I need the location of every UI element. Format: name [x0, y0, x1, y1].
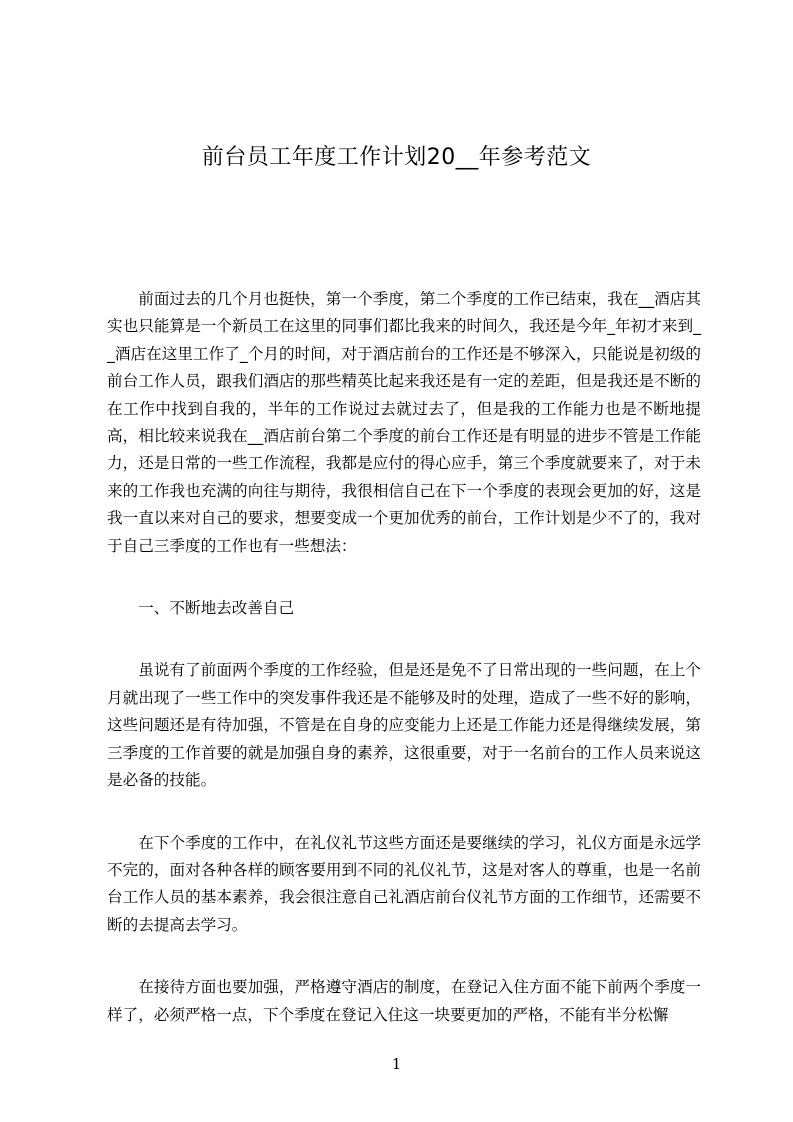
paragraph-intro: 前面过去的几个月也挺快，第一个季度，第二个季度的工作已结束，我在__酒店其实也只能算是一个新员工在这里的同事们都比我来的时间久，我还是今年_年初才来到__酒店在这里工作了_个月的时间，对于酒店前台的工作还是不够深入，只能说是初级的前台工作人员，跟我们酒店的那些精英比起来我还是有一定的差距，但是我还是不断的在工作中找到自我的，半年的工作说过去就过去了，但是我的工作能力也是不断地提高，相比较来说我在__酒店前台第二个季度的前台工作还是有明显的进步不管是工作能力，还是日常的一些工作流程，我都是应付的得心应手，第三个季度就要来了，对于未来的工作我也充满的向往与期待，我很相信自己在下一个季度的表现会更加的好，这是我一直以来对自己的要求，想要变成一个更加优秀的前台，工作计划是少不了的，我对于自己三季度的工作也有一些想法： — [107, 290, 701, 555]
paragraph-improve-self: 虽说有了前面两个季度的工作经验，但是还是免不了日常出现的一些问题，在上个月就出现了一些工作中的突发事件我还是不能够及时的处理，造成了一些不好的影响，这些问题还是有待加强，不管是在自身的应变能力上还是工作能力还是得继续发展，第三季度的工作首要的就是加强自身的素养，这很重要，对于一名前台的工作人员来说这是必备的技能。 — [107, 661, 701, 790]
document-body — [107, 286, 701, 1064]
paragraph-etiquette: 在下个季度的工作中，在礼仪礼节这些方面还是要继续的学习，礼仪方面是永远学不完的，面对各种各样的顾客要用到不同的礼仪礼节，这是对客人的尊重，也是一名前台工作人员的基本素养，我会很注意自己礼酒店前台仪礼节方面的工作细节，还需要不断的去提高去学习。 — [107, 833, 701, 934]
paragraph-reception: 在接待方面也要加强，严格遵守酒店的制度，在登记入住方面不能下前两个季度一样了，必须严格一点，下个季度在登记入住这一块要更加的严格，不能有半分松懈 — [107, 978, 701, 1024]
document-title: 前台员工年度工作计划20__年参考范文 — [201, 145, 592, 170]
page-number: 1 — [391, 1055, 402, 1073]
section-heading: 一、不断地去改善自己 — [138, 599, 295, 618]
